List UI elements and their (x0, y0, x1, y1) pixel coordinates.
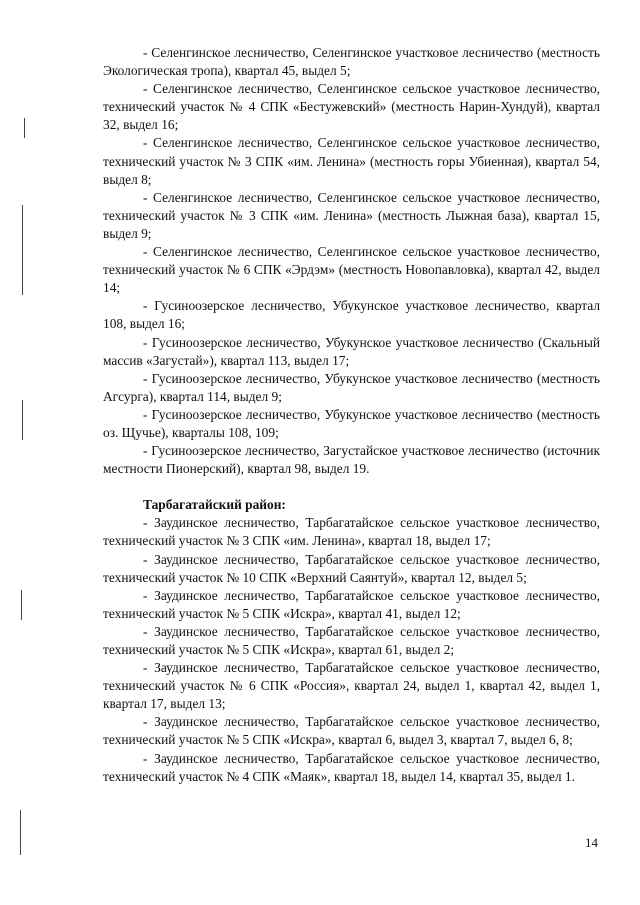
scan-artifact-line (22, 400, 23, 440)
list-item: - Гусиноозерское лесничество, Убукунское участковое лесничество (местность оз. Щучье), кварталы 108, 109; (103, 406, 600, 440)
bottom-paragraph-list (103, 514, 600, 785)
list-item: - Гусиноозерское лесничество, Убукунское участковое лесничество (местность Агсурга), квартал 114, выдел 9; (103, 370, 600, 404)
list-item: - Заудинское лесничество, Тарбагатайское сельское участковое лесничество, технический участок № 6 СПК «Россия», квартал 24, выдел 1, квартал 42, выдел 1, квартал 17, выдел 13; (103, 660, 600, 712)
list-item: - Селенгинское лесничество, Селенгинское сельское участковое лесничество, технический участок № 4 СПК «Бестужевский» (местность Нарин-Хундуй), квартал 32, выдел 16; (103, 81, 600, 133)
list-item: - Селенгинское лесничество, Селенгинское сельское участковое лесничество, технический участок № 6 СПК «Эрдэм» (местность Новопавловка), квартал 42, выдел 14; (103, 244, 600, 296)
document-body (103, 44, 600, 786)
scan-artifact-line (20, 810, 21, 855)
scan-artifact-line (22, 205, 23, 295)
list-item: - Заудинское лесничество, Тарбагатайское сельское участковое лесничество, технический участок № 3 СПК «им. Ленина», квартал 18, выдел 17; (103, 515, 600, 549)
page-number: 14 (585, 835, 598, 850)
top-paragraph-list (103, 44, 600, 478)
list-item: - Селенгинское лесничество, Селенгинское сельское участковое лесничество, технический участок № 3 СПК «им. Ленина» (местность Лыжная база), квартал 15, выдел 9; (103, 189, 600, 241)
list-item: - Гусиноозерское лесничество, Убукунское участковое лесничество, квартал 108, выдел 16; (103, 298, 600, 332)
scan-artifact-line (24, 118, 25, 138)
list-item: - Селенгинское лесничество, Селенгинское сельское участковое лесничество, технический участок № 3 СПК «им. Ленина» (местность горы Убиенная), квартал 54, выдел 8; (103, 135, 600, 187)
list-item: - Гусиноозерское лесничество, Загустайское участковое лесничество (источник местности Пионерский), квартал 98, выдел 19. (103, 443, 600, 477)
section-heading: Тарбагатайский район: (143, 497, 286, 513)
list-item: - Заудинское лесничество, Тарбагатайское сельское участковое лесничество, технический участок № 5 СПК «Искра», квартал 6, выдел 3, квартал 7, выдел 6, 8; (103, 714, 600, 748)
list-item: - Гусиноозерское лесничество, Убукунское участковое лесничество (Скальный массив «Загустай»), квартал 113, выдел 17; (103, 334, 600, 368)
list-item: - Заудинское лесничество, Тарбагатайское сельское участковое лесничество, технический участок № 4 СПК «Маяк», квартал 18, выдел 14, квартал 35, выдел 1. (103, 750, 600, 784)
list-item: - Селенгинское лесничество, Селенгинское участковое лесничество (местность Экологическая тропа), квартал 45, выдел 5; (103, 45, 600, 79)
scan-artifact-line (21, 590, 22, 620)
list-item: - Заудинское лесничество, Тарбагатайское сельское участковое лесничество, технический участок № 5 СПК «Искра», квартал 41, выдел 12; (103, 587, 600, 621)
list-item: - Заудинское лесничество, Тарбагатайское сельское участковое лесничество, технический участок № 10 СПК «Верхний Саянтуй», квартал 12, выдел 5; (103, 551, 600, 585)
list-item: - Заудинское лесничество, Тарбагатайское сельское участковое лесничество, технический участок № 5 СПК «Искра», квартал 61, выдел 2; (103, 623, 600, 657)
